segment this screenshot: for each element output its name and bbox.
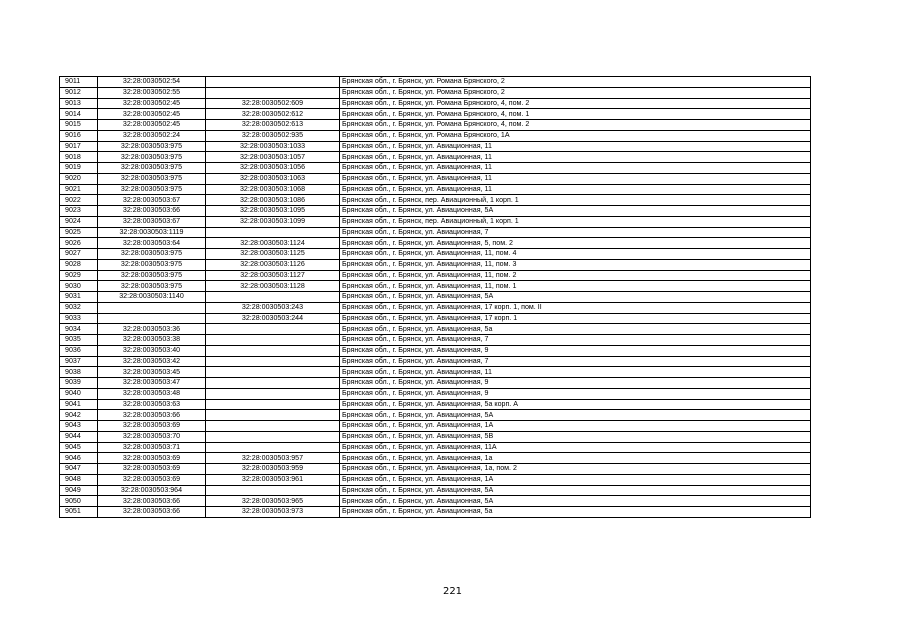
sub-cadastral-number-cell	[206, 421, 340, 432]
row-number-cell: 9015	[60, 120, 98, 131]
cadastral-number-cell: 32:28:0030503:975	[98, 163, 206, 174]
row-number-cell: 9016	[60, 130, 98, 141]
row-number-cell: 9033	[60, 313, 98, 324]
cadastral-number-cell: 32:28:0030503:48	[98, 388, 206, 399]
address-cell: Брянская обл., г. Брянск, ул. Авиационная, 1А	[340, 421, 811, 432]
cadastral-number-cell: 32:28:0030503:69	[98, 421, 206, 432]
table-row	[60, 77, 811, 88]
address-cell: Брянская обл., г. Брянск, ул. Авиационная, 17 корп. 1	[340, 313, 811, 324]
cadastral-number-cell: 32:28:0030503:64	[98, 238, 206, 249]
sub-cadastral-number-cell: 32:28:0030503:1063	[206, 173, 340, 184]
sub-cadastral-number-cell	[206, 367, 340, 378]
table-row	[60, 163, 811, 174]
cadastral-number-cell: 32:28:0030503:67	[98, 216, 206, 227]
row-number-cell: 9051	[60, 507, 98, 518]
cadastral-number-cell: 32:28:0030503:975	[98, 249, 206, 260]
address-cell: Брянская обл., г. Брянск, ул. Авиационная, 7	[340, 335, 811, 346]
sub-cadastral-number-cell: 32:28:0030503:1033	[206, 141, 340, 152]
row-number-cell: 9035	[60, 335, 98, 346]
address-cell: Брянская обл., г. Брянск, ул. Авиационная, 11	[340, 163, 811, 174]
address-cell: Брянская обл., г. Брянск, ул. Авиационная, 11	[340, 173, 811, 184]
cadastral-number-cell: 32:28:0030503:975	[98, 281, 206, 292]
cadastral-number-cell: 32:28:0030503:1119	[98, 227, 206, 238]
cadastral-number-cell: 32:28:0030503:66	[98, 496, 206, 507]
row-number-cell: 9030	[60, 281, 98, 292]
row-number-cell: 9020	[60, 173, 98, 184]
address-cell: Брянская обл., г. Брянск, ул. Авиационная, 1а, пом. 2	[340, 464, 811, 475]
sub-cadastral-number-cell: 32:28:0030503:957	[206, 453, 340, 464]
sub-cadastral-number-cell: 32:28:0030502:935	[206, 130, 340, 141]
sub-cadastral-number-cell	[206, 87, 340, 98]
address-cell: Брянская обл., г. Брянск, ул. Авиационная, 9	[340, 378, 811, 389]
table-row	[60, 184, 811, 195]
table-row	[60, 367, 811, 378]
sub-cadastral-number-cell	[206, 399, 340, 410]
sub-cadastral-number-cell	[206, 345, 340, 356]
table-row	[60, 302, 811, 313]
sub-cadastral-number-cell	[206, 335, 340, 346]
address-cell: Брянская обл., г. Брянск, пер. Авиационный, 1 корп. 1	[340, 216, 811, 227]
row-number-cell: 9038	[60, 367, 98, 378]
cadastral-number-cell: 32:28:0030503:66	[98, 507, 206, 518]
table-row	[60, 464, 811, 475]
table-row	[60, 496, 811, 507]
address-cell: Брянская обл., г. Брянск, ул. Авиационная, 11	[340, 152, 811, 163]
address-cell: Брянская обл., г. Брянск, пер. Авиационный, 1 корп. 1	[340, 195, 811, 206]
sub-cadastral-number-cell	[206, 324, 340, 335]
sub-cadastral-number-cell: 32:28:0030503:1095	[206, 206, 340, 217]
table-row	[60, 206, 811, 217]
registry-table-body	[60, 77, 811, 518]
address-cell: Брянская обл., г. Брянск, ул. Романа Брянского, 4, пом. 1	[340, 109, 811, 120]
address-cell: Брянская обл., г. Брянск, ул. Авиационная, 5В	[340, 431, 811, 442]
address-cell: Брянская обл., г. Брянск, ул. Авиационная, 5а	[340, 324, 811, 335]
cadastral-number-cell: 32:28:0030503:40	[98, 345, 206, 356]
table-row	[60, 130, 811, 141]
registry-table	[59, 76, 811, 518]
table-row	[60, 345, 811, 356]
row-number-cell: 9029	[60, 270, 98, 281]
address-cell: Брянская обл., г. Брянск, ул. Авиационная, 5А	[340, 206, 811, 217]
cadastral-number-cell: 32:28:0030503:63	[98, 399, 206, 410]
sub-cadastral-number-cell	[206, 431, 340, 442]
address-cell: Брянская обл., г. Брянск, ул. Авиационная, 5А	[340, 410, 811, 421]
table-row	[60, 109, 811, 120]
sub-cadastral-number-cell	[206, 388, 340, 399]
sub-cadastral-number-cell: 32:28:0030503:1099	[206, 216, 340, 227]
row-number-cell: 9047	[60, 464, 98, 475]
sub-cadastral-number-cell	[206, 292, 340, 303]
address-cell: Брянская обл., г. Брянск, ул. Авиационная, 11	[340, 184, 811, 195]
row-number-cell: 9028	[60, 259, 98, 270]
address-cell: Брянская обл., г. Брянск, ул. Авиационная, 11, пом. 3	[340, 259, 811, 270]
sub-cadastral-number-cell	[206, 378, 340, 389]
table-row	[60, 474, 811, 485]
table-row	[60, 324, 811, 335]
row-number-cell: 9019	[60, 163, 98, 174]
table-row	[60, 141, 811, 152]
table-row	[60, 227, 811, 238]
sub-cadastral-number-cell: 32:28:0030503:1068	[206, 184, 340, 195]
row-number-cell: 9023	[60, 206, 98, 217]
address-cell: Брянская обл., г. Брянск, ул. Авиационная, 11	[340, 141, 811, 152]
table-row	[60, 378, 811, 389]
sub-cadastral-number-cell: 32:28:0030503:1086	[206, 195, 340, 206]
table-row	[60, 335, 811, 346]
cadastral-number-cell: 32:28:0030502:45	[98, 109, 206, 120]
table-row	[60, 270, 811, 281]
row-number-cell: 9011	[60, 77, 98, 88]
table-row	[60, 152, 811, 163]
cadastral-number-cell: 32:28:0030503:964	[98, 485, 206, 496]
table-row	[60, 399, 811, 410]
table-row	[60, 195, 811, 206]
cadastral-number-cell: 32:28:0030503:975	[98, 141, 206, 152]
row-number-cell: 9025	[60, 227, 98, 238]
cadastral-number-cell: 32:28:0030503:975	[98, 184, 206, 195]
sub-cadastral-number-cell: 32:28:0030503:243	[206, 302, 340, 313]
sub-cadastral-number-cell: 32:28:0030502:613	[206, 120, 340, 131]
sub-cadastral-number-cell: 32:28:0030503:1125	[206, 249, 340, 260]
row-number-cell: 9042	[60, 410, 98, 421]
sub-cadastral-number-cell: 32:28:0030503:959	[206, 464, 340, 475]
cadastral-number-cell: 32:28:0030502:45	[98, 120, 206, 131]
row-number-cell: 9012	[60, 87, 98, 98]
sub-cadastral-number-cell: 32:28:0030502:609	[206, 98, 340, 109]
cadastral-number-cell: 32:28:0030503:38	[98, 335, 206, 346]
row-number-cell: 9027	[60, 249, 98, 260]
sub-cadastral-number-cell: 32:28:0030503:244	[206, 313, 340, 324]
cadastral-number-cell: 32:28:0030503:70	[98, 431, 206, 442]
address-cell: Брянская обл., г. Брянск, ул. Романа Брянского, 4, пом. 2	[340, 120, 811, 131]
address-cell: Брянская обл., г. Брянск, ул. Авиационная, 7	[340, 356, 811, 367]
cadastral-number-cell: 32:28:0030502:55	[98, 87, 206, 98]
sub-cadastral-number-cell: 32:28:0030503:1056	[206, 163, 340, 174]
address-cell: Брянская обл., г. Брянск, ул. Романа Брянского, 4, пом. 2	[340, 98, 811, 109]
row-number-cell: 9048	[60, 474, 98, 485]
sub-cadastral-number-cell: 32:28:0030503:1128	[206, 281, 340, 292]
table-row	[60, 216, 811, 227]
row-number-cell: 9024	[60, 216, 98, 227]
sub-cadastral-number-cell: 32:28:0030503:1057	[206, 152, 340, 163]
address-cell: Брянская обл., г. Брянск, ул. Авиационная, 5а	[340, 507, 811, 518]
cadastral-number-cell: 32:28:0030502:45	[98, 98, 206, 109]
address-cell: Брянская обл., г. Брянск, ул. Авиационная, 11	[340, 367, 811, 378]
table-row	[60, 431, 811, 442]
sub-cadastral-number-cell: 32:28:0030503:1124	[206, 238, 340, 249]
page-number: 221	[442, 586, 463, 597]
address-cell: Брянская обл., г. Брянск, ул. Романа Брянского, 2	[340, 87, 811, 98]
row-number-cell: 9039	[60, 378, 98, 389]
sub-cadastral-number-cell: 32:28:0030503:1127	[206, 270, 340, 281]
row-number-cell: 9050	[60, 496, 98, 507]
sub-cadastral-number-cell	[206, 77, 340, 88]
address-cell: Брянская обл., г. Брянск, ул. Авиационная, 1а	[340, 453, 811, 464]
table-row	[60, 442, 811, 453]
table-row	[60, 410, 811, 421]
table-row	[60, 453, 811, 464]
cadastral-number-cell	[98, 313, 206, 324]
address-cell: Брянская обл., г. Брянск, ул. Авиационная, 1А	[340, 474, 811, 485]
row-number-cell: 9017	[60, 141, 98, 152]
row-number-cell: 9013	[60, 98, 98, 109]
table-row	[60, 356, 811, 367]
address-cell: Брянская обл., г. Брянск, ул. Авиационная, 17 корп. 1, пом. II	[340, 302, 811, 313]
table-row	[60, 507, 811, 518]
cadastral-number-cell: 32:28:0030503:67	[98, 195, 206, 206]
cadastral-number-cell: 32:28:0030503:47	[98, 378, 206, 389]
table-row	[60, 281, 811, 292]
table-row	[60, 388, 811, 399]
cadastral-number-cell: 32:28:0030502:24	[98, 130, 206, 141]
row-number-cell: 9046	[60, 453, 98, 464]
address-cell: Брянская обл., г. Брянск, ул. Романа Брянского, 1А	[340, 130, 811, 141]
row-number-cell: 9014	[60, 109, 98, 120]
row-number-cell: 9044	[60, 431, 98, 442]
row-number-cell: 9040	[60, 388, 98, 399]
cadastral-number-cell: 32:28:0030503:975	[98, 259, 206, 270]
table-row	[60, 313, 811, 324]
cadastral-number-cell: 32:28:0030503:69	[98, 453, 206, 464]
sub-cadastral-number-cell	[206, 410, 340, 421]
address-cell: Брянская обл., г. Брянск, ул. Романа Брянского, 2	[340, 77, 811, 88]
table-row	[60, 173, 811, 184]
row-number-cell: 9037	[60, 356, 98, 367]
cadastral-number-cell: 32:28:0030503:975	[98, 152, 206, 163]
row-number-cell: 9032	[60, 302, 98, 313]
cadastral-number-cell: 32:28:0030503:36	[98, 324, 206, 335]
cadastral-number-cell: 32:28:0030502:54	[98, 77, 206, 88]
sub-cadastral-number-cell: 32:28:0030503:961	[206, 474, 340, 485]
table-row	[60, 421, 811, 432]
cadastral-number-cell: 32:28:0030503:45	[98, 367, 206, 378]
sub-cadastral-number-cell: 32:28:0030502:612	[206, 109, 340, 120]
table-row	[60, 98, 811, 109]
address-cell: Брянская обл., г. Брянск, ул. Авиационная, 11, пом. 1	[340, 281, 811, 292]
row-number-cell: 9045	[60, 442, 98, 453]
sub-cadastral-number-cell	[206, 356, 340, 367]
address-cell: Брянская обл., г. Брянск, ул. Авиационная, 5А	[340, 292, 811, 303]
address-cell: Брянская обл., г. Брянск, ул. Авиационная, 5а корп. А	[340, 399, 811, 410]
sub-cadastral-number-cell	[206, 227, 340, 238]
cadastral-number-cell: 32:28:0030503:975	[98, 173, 206, 184]
row-number-cell: 9026	[60, 238, 98, 249]
row-number-cell: 9041	[60, 399, 98, 410]
address-cell: Брянская обл., г. Брянск, ул. Авиационная, 11, пом. 4	[340, 249, 811, 260]
cadastral-number-cell: 32:28:0030503:69	[98, 474, 206, 485]
row-number-cell: 9034	[60, 324, 98, 335]
table-row	[60, 292, 811, 303]
cadastral-number-cell: 32:28:0030503:42	[98, 356, 206, 367]
address-cell: Брянская обл., г. Брянск, ул. Авиационная, 5А	[340, 496, 811, 507]
row-number-cell: 9049	[60, 485, 98, 496]
row-number-cell: 9036	[60, 345, 98, 356]
table-row	[60, 249, 811, 260]
row-number-cell: 9031	[60, 292, 98, 303]
sub-cadastral-number-cell: 32:28:0030503:973	[206, 507, 340, 518]
cadastral-number-cell: 32:28:0030503:66	[98, 206, 206, 217]
cadastral-number-cell	[98, 302, 206, 313]
sub-cadastral-number-cell: 32:28:0030503:965	[206, 496, 340, 507]
table-row	[60, 120, 811, 131]
cadastral-number-cell: 32:28:0030503:69	[98, 464, 206, 475]
row-number-cell: 9018	[60, 152, 98, 163]
sub-cadastral-number-cell: 32:28:0030503:1126	[206, 259, 340, 270]
address-cell: Брянская обл., г. Брянск, ул. Авиационная, 7	[340, 227, 811, 238]
sub-cadastral-number-cell	[206, 485, 340, 496]
address-cell: Брянская обл., г. Брянск, ул. Авиационная, 9	[340, 345, 811, 356]
cadastral-number-cell: 32:28:0030503:1140	[98, 292, 206, 303]
table-row	[60, 238, 811, 249]
address-cell: Брянская обл., г. Брянск, ул. Авиационная, 11А	[340, 442, 811, 453]
table-row	[60, 485, 811, 496]
address-cell: Брянская обл., г. Брянск, ул. Авиационная, 5А	[340, 485, 811, 496]
cadastral-number-cell: 32:28:0030503:71	[98, 442, 206, 453]
row-number-cell: 9021	[60, 184, 98, 195]
address-cell: Брянская обл., г. Брянск, ул. Авиационная, 11, пом. 2	[340, 270, 811, 281]
sub-cadastral-number-cell	[206, 442, 340, 453]
row-number-cell: 9022	[60, 195, 98, 206]
cadastral-number-cell: 32:28:0030503:66	[98, 410, 206, 421]
address-cell: Брянская обл., г. Брянск, ул. Авиационная, 9	[340, 388, 811, 399]
table-row	[60, 87, 811, 98]
row-number-cell: 9043	[60, 421, 98, 432]
cadastral-number-cell: 32:28:0030503:975	[98, 270, 206, 281]
table-row	[60, 259, 811, 270]
address-cell: Брянская обл., г. Брянск, ул. Авиационная, 5, пом. 2	[340, 238, 811, 249]
